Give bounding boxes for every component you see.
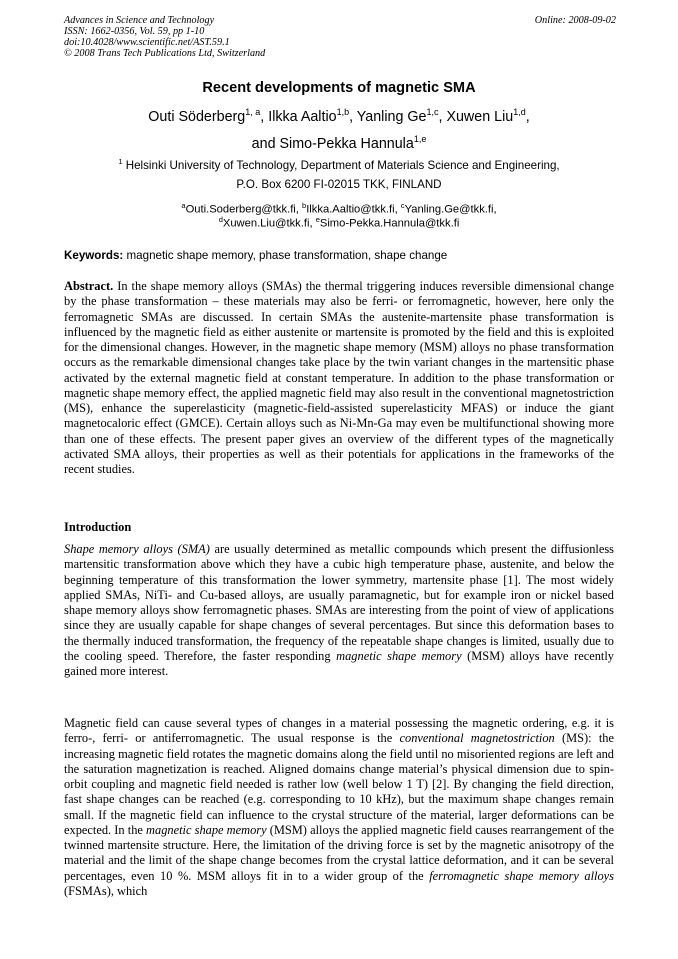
affiliation-line-1: $^1$ Helsinki University of Technology, Department of Materials Science and Engineering, [118,157,560,172]
emails-line-1: $^a$Outi.Soderberg@tkk.fi, $^b$Ilkka.Aaltio@tkk.fi, $^c$Yanling.Ge@tkk.fi, [181,201,497,216]
authors-line-2: and Simo-Pekka Hannula$^{1,e}$ [251,134,427,152]
intro-paragraph-2: Magnetic field can cause several types of changes in a material possessing the magnetic ordering, e.g. it is ferro-, ferri- or antiferromagnetic. The usual response is the conventional magnetostriction (MS): the increasing magnetic field rotates the magnetic domains along the field until no misoriented regions are left and the saturation magnetization is reached. Aligned domains change material’s physical dimension due to spin-orbit coupling and magnetic field needed is rather low (well below 1 T) [2]. By changing the field direction, fast shape changes can be reached (e.g. corresponding to 10 kHz), but the maximum shape changes remain small. If the magnetic field can influence to the crystal structure of the material, larger deformations can be expected. In the magnetic shape memory (MSM) alloys the applied magnetic field causes rearrangement of the twinned martensite structure. Here, the limitation of the driving force is set by the magnetic anisotropy of the material and the limit of the shape change becomes from the crystal lattice deformation, and it can be several percentages, even 10 %. MSM alloys fit in to a wider group of the ferromagnetic shape memory alloys (FSMAs), which [64,716,615,898]
journal-name: Advances in Science and Technology [64,15,215,26]
online-date: Online: 2008-09-02 [534,15,616,26]
paper-title: Recent developments of magnetic SMA [202,80,476,96]
abstract: Abstract. In the shape memory alloys (SMAs) the thermal triggering induces reversible dimensional change by the phase transformation – these materials may also be ferri- or ferromagnetic, however, here only the ferromagnetic SMAs are discussed. In certain SMAs the austenite-martensite phase transformation is influenced by the magnetic field as either austenite or martensite is promoted by the field and this is exploited for the dimensional changes. However, in the magnetic shape memory (MSM) alloys no phase transformation occurs as the remarkable dimensional changes take place by the twin variant changes in the martensitic phase activated by the external magnetic field at constant temperature. In addition to the phase transformation or magnetic shape memory effect, the applied magnetic field may also result in the conventional magnetostriction (MS), enhance the superelasticity (magnetic-field-assisted superelasticity MFAS) or induce the giant magnetocaloric effect (GMCE). Certain alloys such as Ni-Mn-Ga may even be multifunctional showing more than one of these effects. The present paper gives an overview of the different types of the magnetically activated SMA alloys, their properties as well as their potentials for applications in the frameworks of the recent studies. [64,279,614,476]
emails-line-2: $^d$Xuwen.Liu@tkk.fi, $^e$Simo-Pekka.Hannula@tkk.fi [218,215,460,230]
authors-line-1: Outi Söderberg$^{1, a}$, Ilkka Aaltio$^{1,b}$, Yanling Ge$^{1,c}$, Xuwen Liu$^{1,d}$, [148,107,530,125]
section-heading-introduction: Introduction [64,520,132,534]
intro-paragraph-1: Shape memory alloys (SMA) are usually determined as metallic compounds which present the diffusionless martensitic transformation above which they have a cubic high temperature phase, austenite, and below the beginning temperature of this transformation the lower symmetry, martensite phase [1]. The most widely applied SMAs, NiTi- and Cu-based alloys, are usually paramagnetic, but for example iron or nickel based shape memory alloys show ferromagnetic phases. SMAs are interesting from the point of view of applications since they are usually capable for shape changes of several percentages. But since this deformation bases to the thermally induced transformation, the frequency of the repeatable shape changes is limited, usually due to the cooling speed. Therefore, the faster responding magnetic shape memory (MSM) alloys have recently gained more interest. [64,542,614,678]
paper-page: Advances in Science and Technology Online: 2008-09-02 ISSN: 1662-0356, Vol. 59, pp 1-10 doi:10.4028/www.scientific.net/AST.59.1 © 2008 Trans Tech Publications Ltd, Switzerland Recent developments of magnetic SMA Outi Söderberg$^{1, a}$, Ilkka Aaltio$^{1,b}$, Yanling Ge$^{1,c}$, Xuwen Liu$^{1,d}$, and Simo-Pekka Hannula$^{1,e}$ $^1$ Helsinki University of Technology, Department of Materials Science and Engineering, P.O. Box 6200 FI-02015 TKK, FINLAND $^a$Outi.Soderberg@tkk.fi, $^b$Ilkka.Aaltio@tkk.fi, $^c$Yanling.Ge@tkk.fi, $^d$Xuwen.Liu@tkk.fi, $^e$Simo-Pekka.Hannula@tkk.fi Keywords: magnetic shape memory, phase transformation, shape change Abstract. In the shape memory alloys (SMAs) the thermal triggering induces reversible dimensional change by the phase transformation – these materials may also be ferri- or ferromagnetic, however, here only the ferromagnetic SMAs are discussed. In certain SMAs the austenite-martensite phase transformation is influenced by the magnetic field as either austenite or martensite is promoted by the field and this is exploited for the dimensional changes. However, in the magnetic shape memory (MSM) alloys no phase transformation occurs as the remarkable dimensional changes take place by the twin variant changes in the martensitic phase activated by the external magnetic field at constant temperature. In addition to the phase transformation or magnetic shape memory effect, the applied magnetic field may also result in the conventional magnetostriction (MS), enhance the superelasticity (magnetic-field-assisted superelasticity MFAS) or induce the giant magnetocaloric effect (GMCE). Certain alloys such as Ni-Mn-Ga may even be multifunctional showing more than one of these effects. The present paper gives an overview of the different types of the magnetically activated SMA alloys, their properties as well as their potentials for applications in the frameworks of the recent studies. Introduction Shape memory alloys (SMA) are usually determined as metallic compounds which present the diffusionless martensitic transformation above which they have a cubic high temperature phase, austenite, and below the beginning temperature of this transformation the lower symmetry, martensite phase [1]. The most widely applied SMAs, NiTi- and Cu-based alloys, are usually paramagnetic, but for example iron or nickel based shape memory alloys show ferromagnetic phases. SMAs are interesting from the point of view of applications since they are usually capable for shape changes of several percentages. But since this deformation bases to the thermally induced transformation, the frequency of the repeatable shape changes is limited, usually due to the cooling speed. Therefore, the faster responding magnetic shape memory (MSM) alloys have recently gained more interest. Magnetic field can cause several types of changes in a material possessing the magnetic ordering, e.g. it is ferro-, ferri- or antiferromagnetic. The usual response is the conventional magnetostriction (MS): the increasing magnetic field rotates the magnetic domains along the field until no misoriented regions are left and the saturation magnetization is reached. Aligned domains change material’s physical dimension due to spin-orbit coupling and magnetic field needed is rather low (well below 1 T) [2]. By changing the field direction, fast shape changes can be reached (e.g. corresponding to 10 kHz), but the maximum shape changes remain small. If the magnetic field can influence to the crystal structure of the material, larger deformations can be expected. In the magnetic shape memory (MSM) alloys the applied magnetic field causes rearrangement of the twinned martensite structure. Here, the limitation of the driving force is set by the magnetic anisotropy of the material and the limit of the shape change becomes from the crystal lattice deformation, and it can be several percentages, even 10 %. MSM alloys fit in to a wider group of the ferromagnetic shape memory alloys (FSMAs), which [0,0,678,959]
keywords: Keywords: magnetic shape memory, phase transformation, shape change [64,249,448,262]
affiliation-line-2: P.O. Box 6200 FI-02015 TKK, FINLAND [236,178,442,191]
